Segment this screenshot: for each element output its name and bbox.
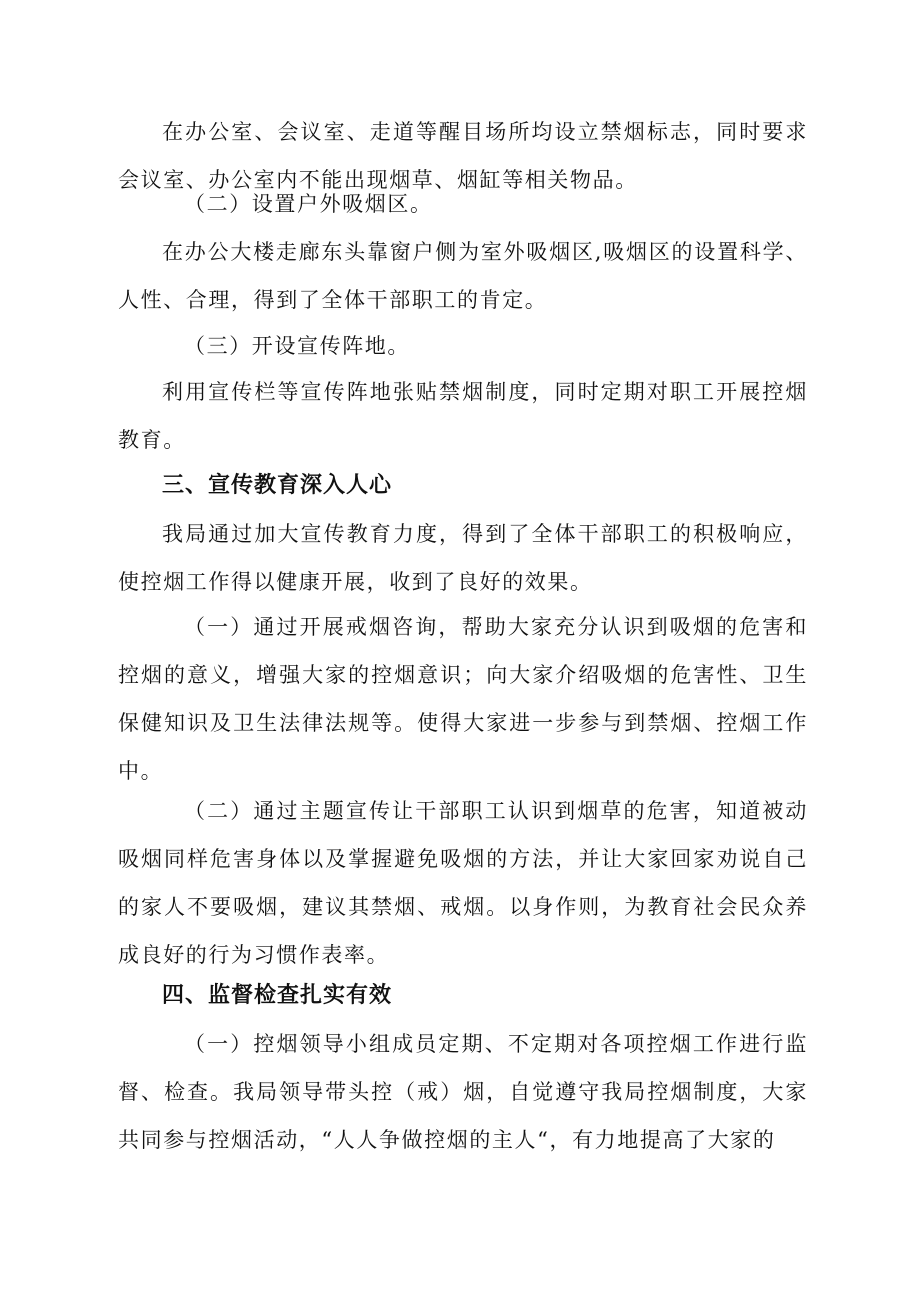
subheading-outdoor-smoking-area: （二）设置户外吸烟区。 [184,192,433,216]
subheading-publicity-position: （三）开设宣传阵地。 [184,334,410,358]
paragraph-theme-publicity: （二）通过主题宣传让干部职工认识到烟草的危害，知道被动吸烟同样危害身体以及掌握避免吸烟的方法，并让大家回家劝说自己的家人不要吸烟，建议其禁烟、戒烟。以身作则，为教育社会民众养成良好的行为习惯作表率。 [118,799,808,967]
paragraph-education-intro: 我局通过加大宣传教育力度，得到了全体干部职工的积极响应，使控烟工作得以健康开展，收到了良好的效果。 [118,522,808,594]
paragraph-publicity-board: 利用宣传栏等宣传阵地张贴禁烟制度，同时定期对职工开展控烟教育。 [118,380,808,452]
section-heading-3: 三、宣传教育深入人心 [162,473,393,498]
paragraph-smoking-area: 在办公大楼走廊东头靠窗户侧为室外吸烟区,吸烟区的设置科学、人性、合理，得到了全体干部职工的肯定。 [118,240,808,312]
paragraph-no-smoking-signs: 在办公室、会议室、走道等醒目场所均设立禁烟标志，同时要求会议室、办公室内不能出现烟草、烟缸等相关物品。 [118,120,808,192]
section-heading-4: 四、监督检查扎实有效 [162,983,393,1008]
paragraph-consultation: （一）通过开展戒烟咨询，帮助大家充分认识到吸烟的危害和控烟的意义，增强大家的控烟意识；向大家介绍吸烟的危害性、卫生保健知识及卫生法律法规等。使得大家进一步参与到禁烟、控烟工作中。 [118,615,808,783]
paragraph-supervision: （一）控烟领导小组成员定期、不定期对各项控烟工作进行监督、检查。我局领导带头控（戒）烟，自觉遵守我局控烟制度，大家共同参与控烟活动，“人人争做控烟的主人“，有力地提高了大家的 [118,1032,808,1152]
